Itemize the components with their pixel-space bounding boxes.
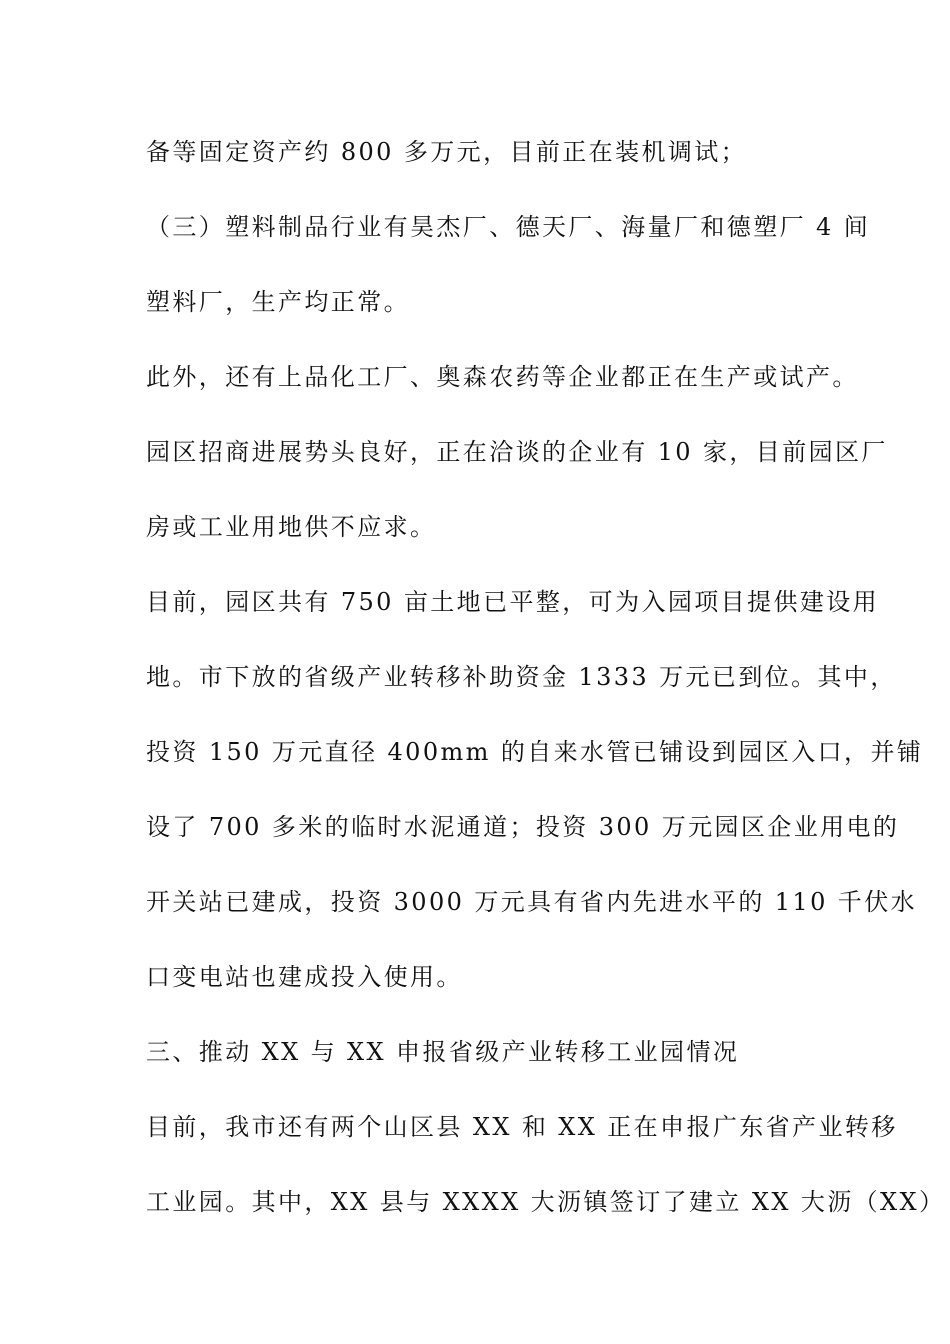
text-line-8: 地。市下放的省级产业转移补助资金 1333 万元已到位。其中， <box>146 663 897 691</box>
text-line-5: 园区招商进展势头良好，正在洽谈的企业有 10 家，目前园区厂 <box>146 438 888 466</box>
text-line-11: 开关站已建成，投资 3000 万元具有省内先进水平的 110 千伏水 <box>146 888 918 916</box>
text-line-3: 塑料厂，生产均正常。 <box>146 288 410 316</box>
text-line-14: 目前，我市还有两个山区县 XX 和 XX 正在申报广东省产业转移 <box>146 1113 898 1141</box>
text-line-12: 口变电站也建成投入使用。 <box>146 963 463 991</box>
text-line-4: 此外，还有上品化工厂、奥森农药等企业都正在生产或试产。 <box>146 363 859 391</box>
text-line-10: 设了 700 多米的临时水泥通道；投资 300 万元园区企业用电的 <box>146 813 900 841</box>
section-heading: 三、推动 XX 与 XX 申报省级产业转移工业园情况 <box>146 1038 740 1066</box>
text-line-2: （三）塑料制品行业有昊杰厂、德天厂、海量厂和德塑厂 4 间 <box>146 213 871 241</box>
text-line-1: 备等固定资产约 800 多万元，目前正在装机调试； <box>146 138 748 166</box>
text-line-9: 投资 150 万元直径 400mm 的自来水管已铺设到园区入口，并铺 <box>146 738 924 766</box>
text-line-15: 工业园。其中，XX 县与 XXXX 大沥镇签订了建立 XX 大沥（XX） <box>146 1188 946 1216</box>
text-line-6: 房或工业用地供不应求。 <box>146 513 437 541</box>
text-line-7: 目前，园区共有 750 亩土地已平整，可为入园项目提供建设用 <box>146 588 880 616</box>
